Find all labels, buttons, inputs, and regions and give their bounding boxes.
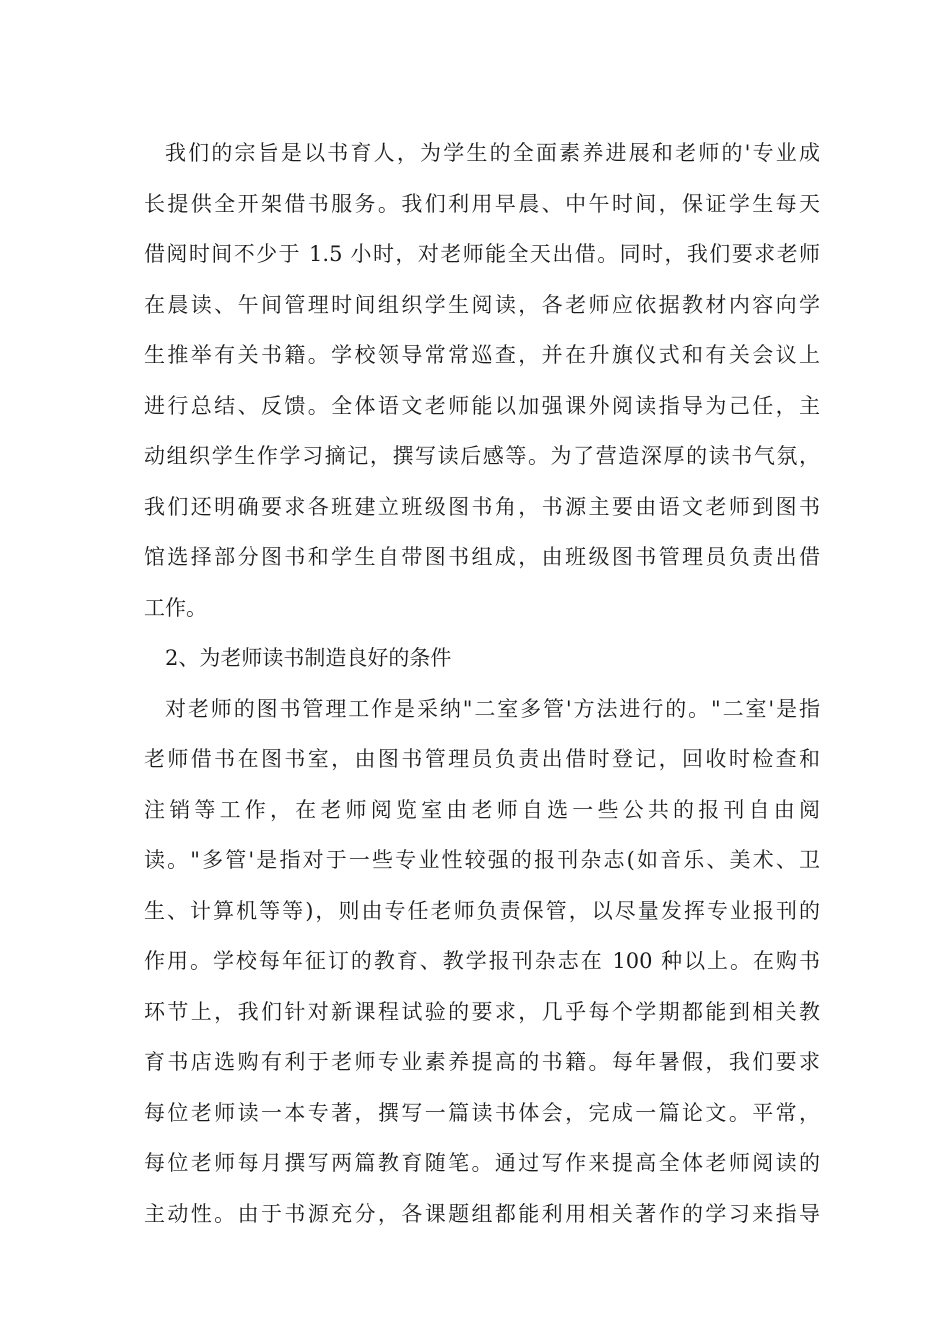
paragraph-line: 长提供全开架借书服务。我们利用早晨、中午时间，保证学生每天 [144, 191, 820, 216]
paragraph-line: 每位老师每月撰写两篇教育随笔。通过写作来提高全体老师阅读的 [144, 1151, 820, 1175]
paragraph-line: 我们还明确要求各班建立班级图书角，书源主要由语文老师到图书 [144, 494, 820, 519]
paragraph-line: 老师借书在图书室，由图书管理员负责出借时登记，回收时检查和 [144, 747, 820, 771]
section-heading: 2、为老师读书制造良好的条件 [165, 646, 452, 670]
paragraph-line: 我们的宗旨是以书育人，为学生的全面素养进展和老师的'专业成 [165, 141, 820, 165]
paragraph-line: 注销等工作，在老师阅览室由老师自选一些公共的报刊自由阅 [144, 797, 820, 822]
paragraph-line: 育书店选购有利于老师专业素养提高的书籍。每年暑假，我们要求 [144, 1050, 820, 1074]
paragraph-line: 生推举有关书籍。学校领导常常巡查，并在升旗仪式和有关会议上 [144, 343, 820, 367]
paragraph-line: 馆选择部分图书和学生自带图书组成，由班级图书管理员负责出借 [144, 545, 820, 569]
paragraph-line: 生、计算机等等)，则由专任老师负责保管，以尽量发挥专业报刊的 [144, 898, 820, 923]
paragraph-line: 在晨读、午间管理时间组织学生阅读，各老师应依据教材内容向学 [144, 292, 820, 317]
document-body [144, 128, 820, 1239]
paragraph-line: 读。"多管'是指对于一些专业性较强的报刊杂志(如音乐、美术、卫 [144, 848, 820, 872]
paragraph-line: 作用。学校每年征订的教育、教学报刊杂志在 100 种以上。在购书 [144, 949, 820, 973]
paragraph-line: 借阅时间不少于 1.5 小时，对老师能全天出借。同时，我们要求老师 [144, 242, 820, 266]
paragraph-line: 环节上，我们针对新课程试验的要求，几乎每个学期都能到相关教 [144, 999, 820, 1024]
paragraph-line: 对老师的图书管理工作是采纳"二室多管'方法进行的。"二室'是指 [165, 696, 820, 721]
paragraph-line: 每位老师读一本专著，撰写一篇读书体会，完成一篇论文。平常， [144, 1100, 820, 1125]
paragraph-line: 工作。 [144, 595, 207, 620]
paragraph-line: 进行总结、反馈。全体语文老师能以加强课外阅读指导为己任，主 [144, 393, 820, 418]
paragraph-line: 动组织学生作学习摘记，撰写读后感等。为了营造深厚的读书气氛， [144, 444, 820, 468]
paragraph-line: 主动性。由于书源充分，各课题组都能利用相关著作的学习来指导 [144, 1201, 820, 1226]
